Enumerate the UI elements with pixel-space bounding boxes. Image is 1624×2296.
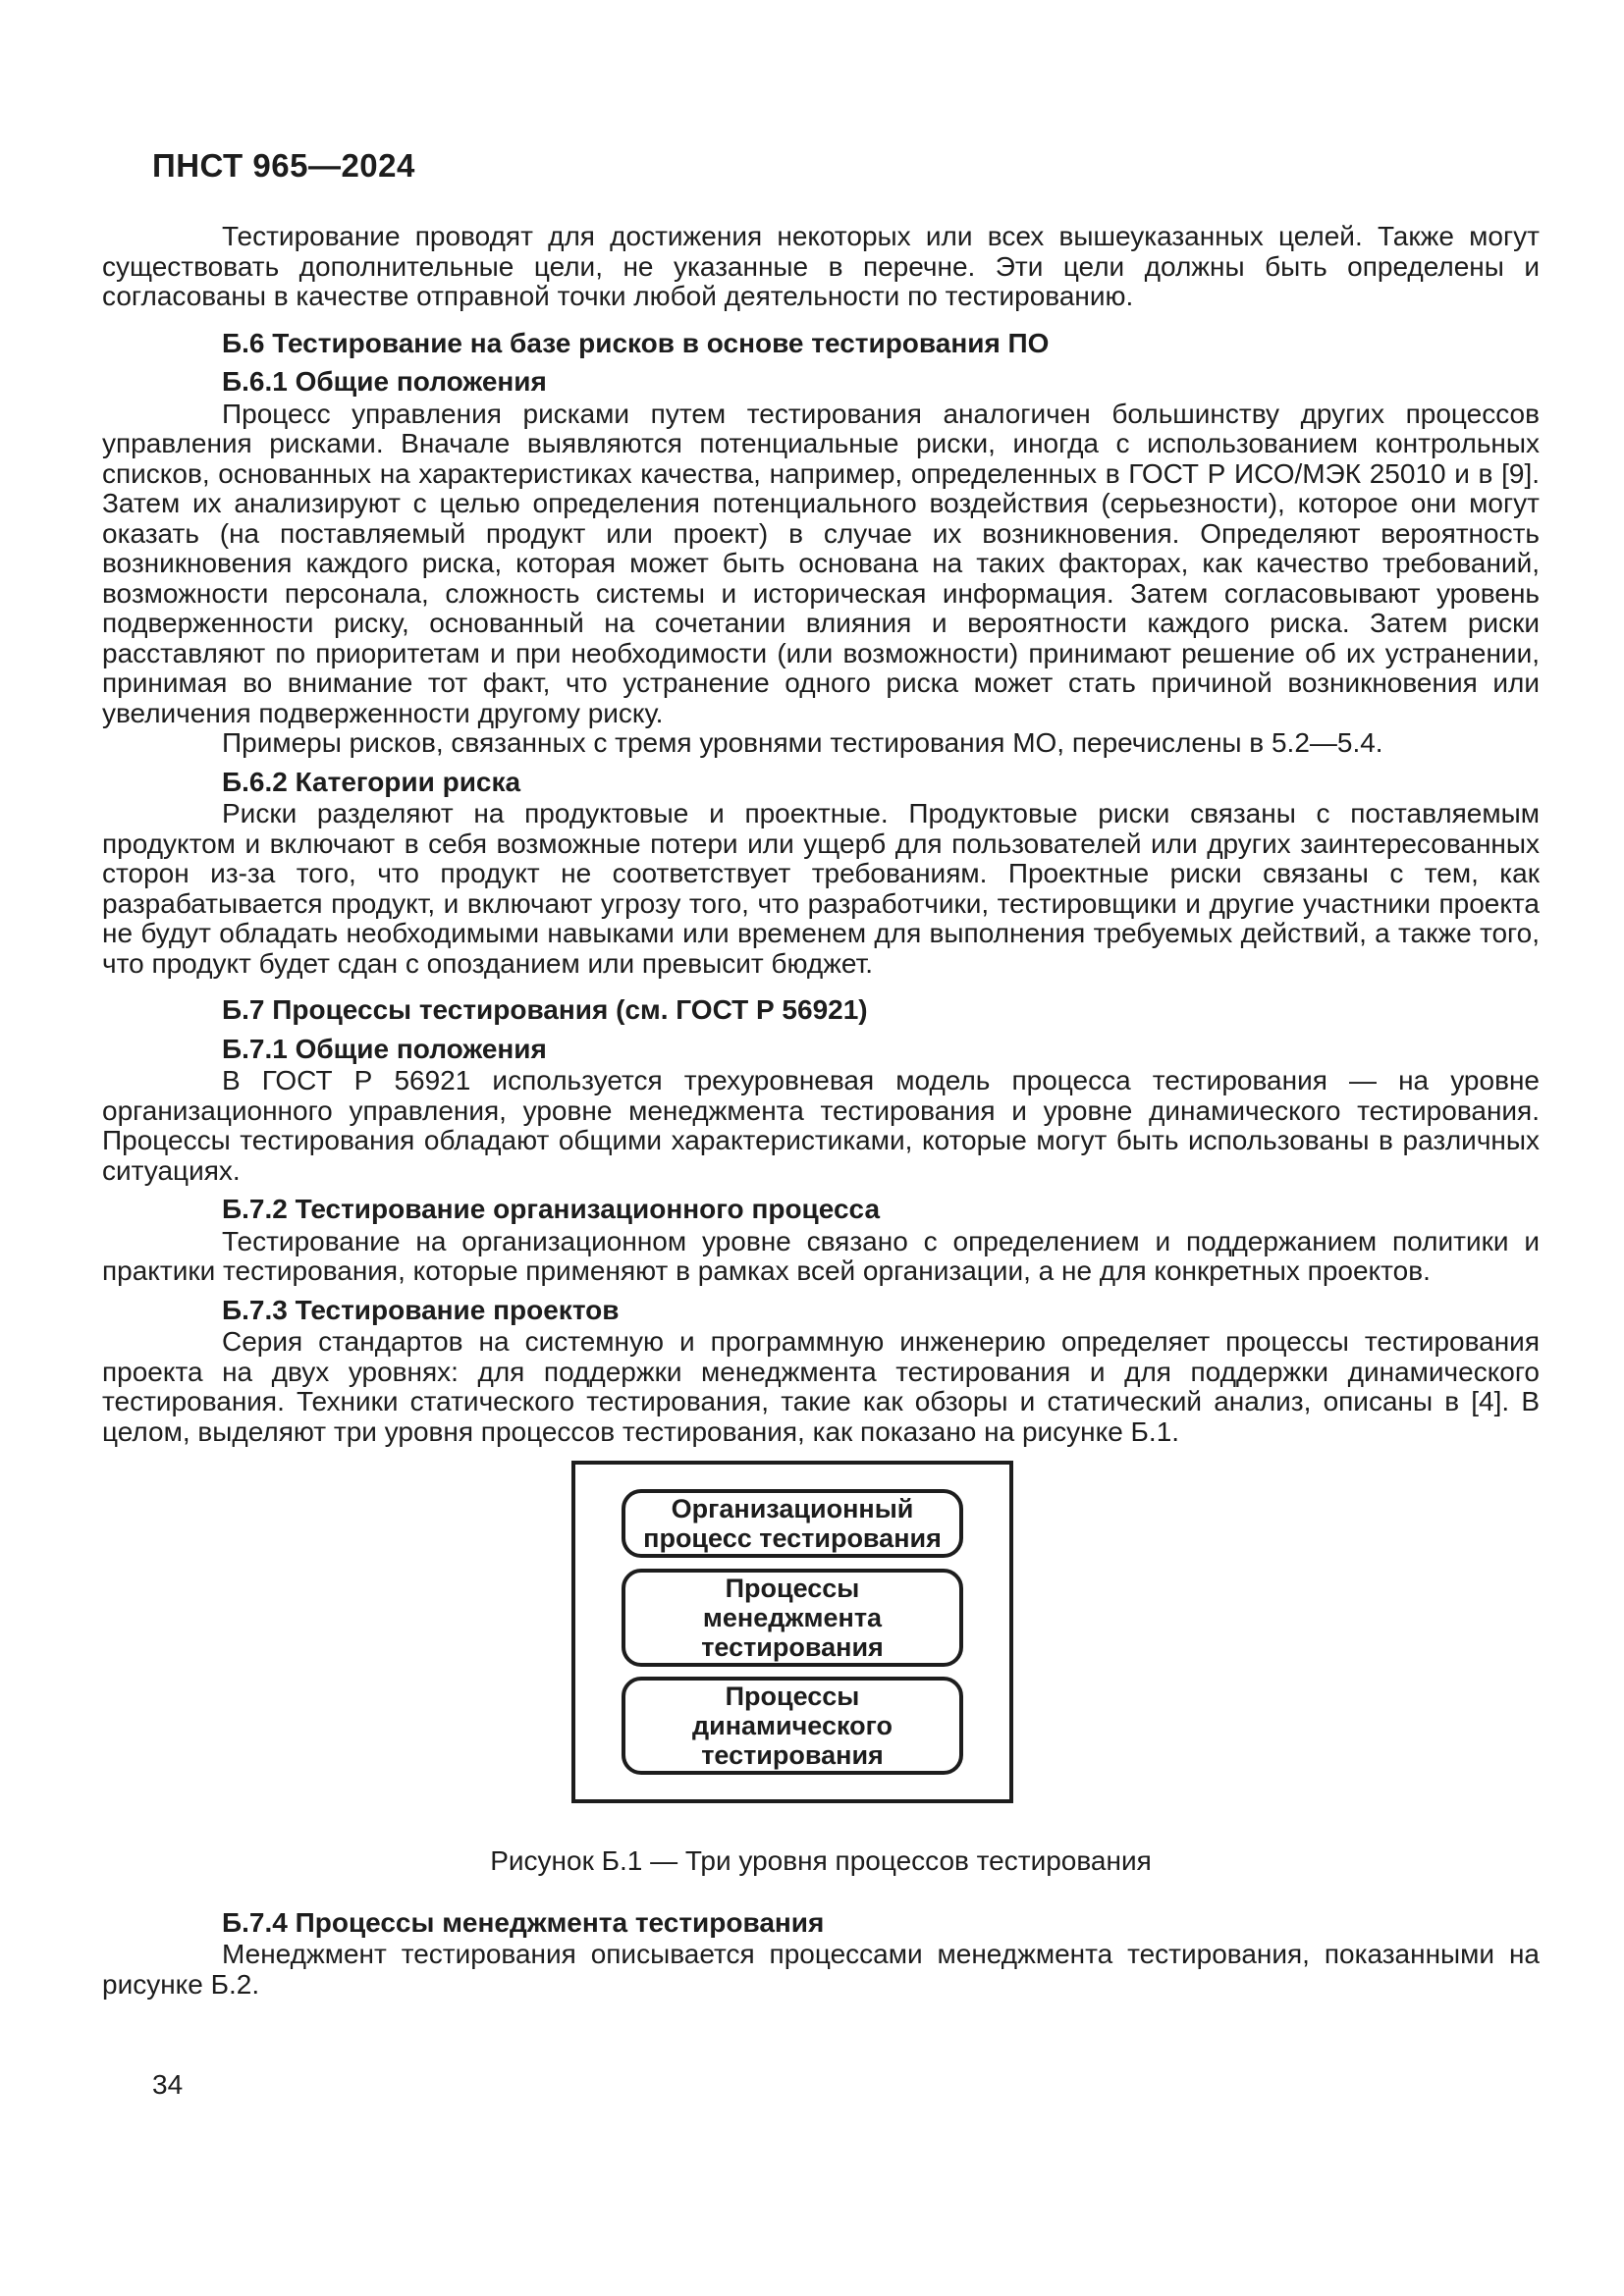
figure-b1-diagram — [571, 1461, 1013, 1803]
page-number: 34 — [152, 2069, 184, 2100]
paragraph-b6-1: Процесс управления рисками путем тестирования аналогичен большинству других процессов управления рисками. Вначале выявляются потенциальные риски, иногда с использованием контрольных списков, основанных на характеристиках качества, например, определенных в ГОСТ Р ИСО/МЭК 25010 и в [9]. Затем их анализируют с целью определения потенциального воздействия (серьезности), которое они могут оказать (на поставляемый продукт или проект) в случае их возникновения. Определяют вероятность возникновения каждого риска, которая может быть основана на таких факторах, как качество требований, возможности персонала, сложность системы и историческая информация. Затем согласовывают уровень подверженности риску, основанный на сочетании влияния и вероятности каждого риска. Затем риски расставляют по приоритетам и при необходимости (или возможности) принимают решение об их устранении, принимая во внимание тот факт, что устранение одного риска может стать причиной возникновения или увеличения подверженности другому риску. — [102, 398, 1540, 728]
heading-b7-3: Б.7.3 Тестирование проектов — [222, 1294, 620, 1325]
diagram-box-organizational-process: Организационный процесс тестирования — [622, 1489, 963, 1558]
heading-b7: Б.7 Процессы тестирования (см. ГОСТ Р 56921) — [222, 994, 868, 1025]
paragraph-b7-2: Тестирование на организационном уровне связано с определением и поддержанием политики и практики тестирования, которые применяют в рамках всей организации, а не для конкретных проектов. — [102, 1225, 1540, 1286]
paragraph-b7-3: Серия стандартов на системную и программную инженерию определяет процессы тестирования проекта на двух уровнях: для поддержки менеджмента тестирования и для поддержки динамического тестирования. Техники статического тестирования, такие как обзоры и статический анализ, описаны в [4]. В целом, выделяют три уровня процессов тестирования, как показано на рисунке Б.1. — [102, 1326, 1540, 1447]
paragraph-b7-1: В ГОСТ Р 56921 используется трехуровневая модель процесса тестирования — на уровне организационного управления, уровне менеджмента тестирования и уровне динамического тестирования. Процессы тестирования обладают общими характеристиками, которые могут быть использованы в различных ситуациях. — [102, 1065, 1540, 1186]
diagram-box-test-management-processes: Процессы менеджмента тестирования — [622, 1569, 963, 1667]
heading-b6-2: Б.6.2 Категории риска — [222, 766, 521, 797]
paragraph-b7-4: Менеджмент тестирования описывается процессами менеджмента тестирования, показанными на рисунке Б.2. — [102, 1939, 1540, 2000]
paragraph-b6-1-examples: Примеры рисков, связанных с тремя уровнями тестирования МО, перечислены в 5.2—5.4. — [222, 727, 1383, 758]
figure-b1-caption: Рисунок Б.1 — Три уровня процессов тестирования — [490, 1845, 1152, 1876]
heading-b7-4: Б.7.4 Процессы менеджмента тестирования — [222, 1906, 825, 1938]
paragraph-b6-2: Риски разделяют на продуктовые и проектные. Продуктовые риски связаны с поставляемым продуктом и включают в себя возможные потери или ущерб для пользователей или других заинтересованных сторон из-за того, что продукт не соответствует требованиям. Проектные риски связаны с тем, как разрабатывается продукт, и включают угрозу того, что разработчики, тестировщики и другие участники проекта не будут обладать необходимыми навыками или временем для выполнения требуемых действий, а также того, что продукт будет сдан с опозданием или превысит бюджет. — [102, 798, 1540, 979]
heading-b6-1: Б.6.1 Общие положения — [222, 366, 547, 397]
heading-b7-1: Б.7.1 Общие положения — [222, 1033, 547, 1064]
paragraph-intro: Тестирование проводят для достижения некоторых или всех вышеуказанных целей. Также могут существовать дополнительные цели, не указанные в перечне. Эти цели должны быть определены и согласованы в качестве отправной точки любой деятельности по тестированию. — [102, 221, 1540, 311]
document-body — [102, 222, 1540, 2000]
diagram-box-dynamic-test-processes: Процессы динамического тестирования — [622, 1677, 963, 1775]
heading-b6: Б.6 Тестирование на базе рисков в основе тестирования ПО — [222, 327, 1050, 358]
document-code: ПНСТ 965—2024 — [152, 147, 415, 184]
heading-b7-2: Б.7.2 Тестирование организационного процесса — [222, 1194, 881, 1224]
